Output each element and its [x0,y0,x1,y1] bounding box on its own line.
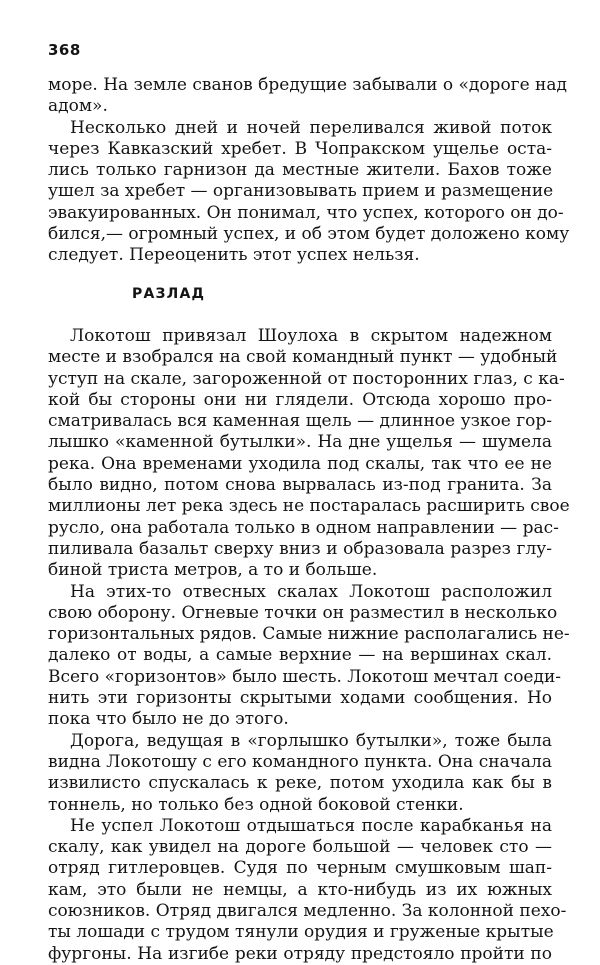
text-line: лышко «каменной бутылки». На дне ущелья — шумела [48,432,552,453]
text-block-top [48,75,570,267]
text-line: кой бы стороны они ни глядели. Отсюда хорошо про- [48,389,552,410]
text-line: свою оборону. Огневые точки он разместил в несколько [48,602,558,623]
section-heading: РАЗЛАД [132,286,206,302]
text-line: кам, это были не немцы, а кто-нибудь из их южных [48,879,552,900]
text-line: пиливала базальт сверху вниз и образовала разрез глу- [48,538,552,559]
text-line: союзников. Отряд двигался медленно. За колонной пехо- [48,901,567,922]
text-line: русло, она работала только в одном направлении — рас- [48,517,559,538]
text-line: горизонтальных рядов. Самые нижние располагались не- [48,624,570,645]
text-line: сматривалась вся каменная щель — длинное узкое гор- [48,411,552,432]
text-line: Не успел Локотош отдышаться после карабканья на [70,815,552,836]
text-line: миллионы лет река здесь не постаралась расширить свое [48,496,570,517]
text-line: через Кавказский хребет. В Чопракском ущелье оста- [48,138,552,159]
page-number: 368 [48,41,81,59]
text-line: было видно, потом снова вырвалась из-под гранита. За [48,475,552,496]
text-line: На этих-то отвесных скалах Локотош расположил [70,581,552,602]
text-line: море. На земле сванов бредущие забывали о «дороге над [48,75,567,95]
text-line: Несколько дней и ночей переливался живой поток [70,117,552,138]
text-line: отряд гитлеровцев. Судя по черным смушковым шап- [48,858,552,879]
text-line: извилисто спускалась к реке, потом уходила как бы в [48,773,552,794]
text-line: Дорога, ведущая в «горлышко бутылки», тоже была [70,730,552,751]
text-line: видна Локотошу с его командного пункта. Она сначала [48,751,552,772]
text-line: далеко от воды, а самые верхние — на вершинах скал. [48,645,552,666]
text-line: лись только гарнизон да местные жители. Бахов тоже [48,160,552,181]
text-line: эвакуированных. Он понимал, что успех, которого он до- [48,202,564,223]
text-line: тоннель, но только без одной боковой стенки. [48,794,464,815]
text-line: биной триста метров, а то и больше. [48,560,378,581]
text-line: ушел за хребет — организовывать прием и размещение [48,181,554,202]
text-line: следует. Переоценить этот успех нельзя. [48,245,420,266]
text-line: Локотош привязал Шоулоха в скрытом надежном [70,326,552,346]
text-line: нить эти горизонты скрытыми ходами сообщения. Но [48,688,552,709]
text-line: месте и взобрался на свой командный пункт — удобный [48,347,558,368]
text-line: бился,— огромный успех, и об этом будет доложено кому [48,224,570,245]
text-block-main [48,326,570,965]
text-line: фургоны. На изгибе реки отряду предстояло пройти по [48,943,552,964]
text-line: река. Она временами уходила под скалы, так что ее не [48,453,552,474]
text-line: пока что было не до этого. [48,709,289,730]
text-line: Всего «горизонтов» было шесть. Локотош мечтал соеди- [48,666,562,687]
text-line: адом». [48,96,108,117]
text-line: ты лошади с трудом тянули орудия и груженые крытые [48,922,554,943]
text-line: уступ на скале, загороженной от посторонних глаз, с ка- [48,368,565,389]
text-line: скалу, как увидел на дороге большой — человек сто — [48,837,552,858]
